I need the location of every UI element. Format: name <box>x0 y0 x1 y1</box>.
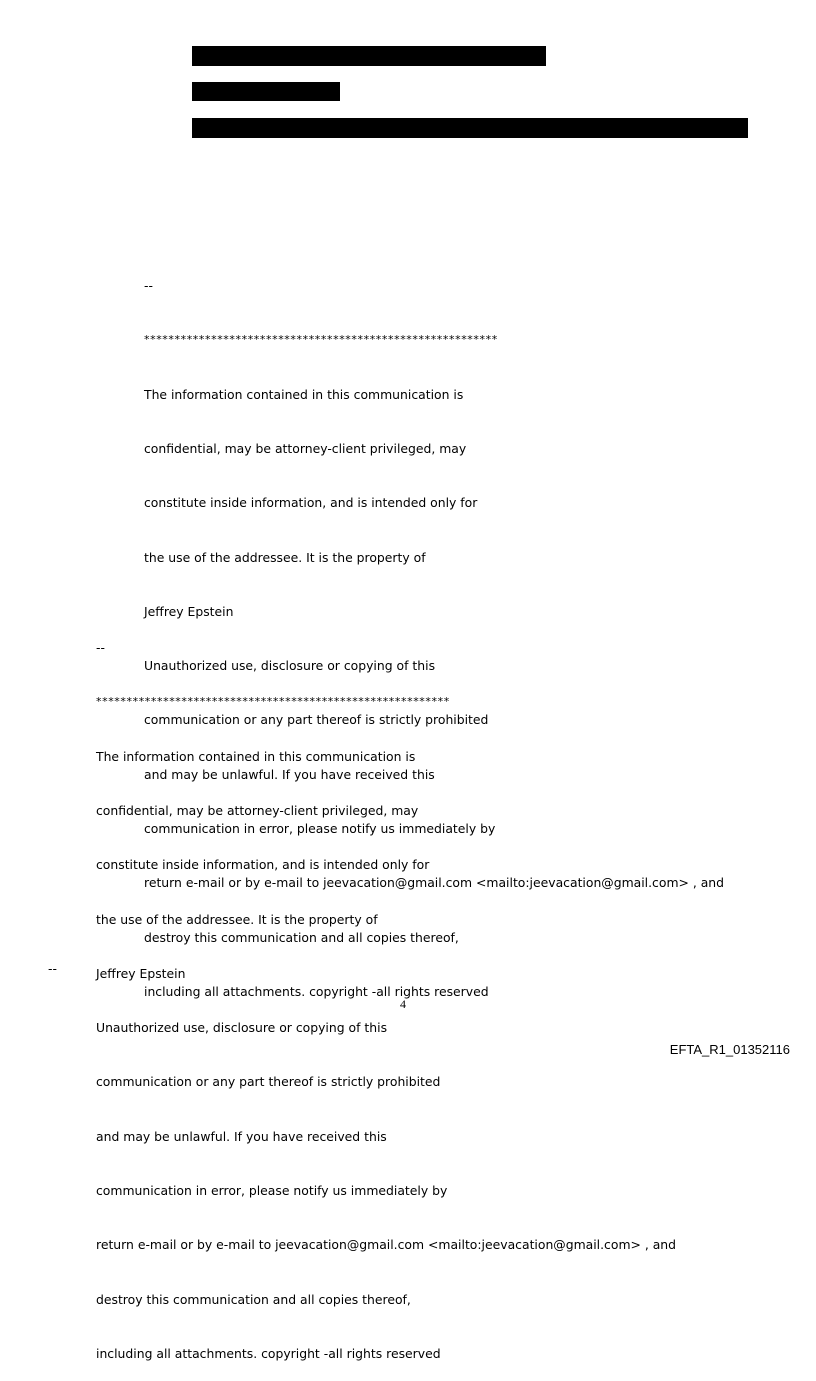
notice-line: destroy this communication and all copies thereof, <box>96 1291 411 1307</box>
asterisk-rule: ********************************************************** <box>96 695 450 709</box>
notice-line: return e-mail or by e-mail to jeevacation@gmail.com <mailto:jeevacation@gmail.com> , and <box>96 1237 677 1253</box>
notice-line: Jeffrey Epstein <box>96 965 186 981</box>
notice-line: communication or any part thereof is strictly prohibited <box>144 712 489 728</box>
redaction-bar <box>192 82 340 101</box>
notice-line: communication in error, please notify us immediately by <box>144 821 496 836</box>
notice-line: constitute inside information, and is intended only for <box>96 857 430 873</box>
notice-line: communication or any part thereof is strictly prohibited <box>96 1074 441 1090</box>
notice-line: The information contained in this communication is <box>96 748 416 764</box>
notice-line: Unauthorized use, disclosure or copying of this <box>96 1020 388 1036</box>
signature-separator: -- <box>96 640 105 656</box>
notice-line: The information contained in this communication is <box>144 386 464 402</box>
page-number: 4 <box>400 997 406 1011</box>
notice-line: the use of the addressee. It is the property of <box>144 549 426 565</box>
notice-line: return e-mail or by e-mail to jeevacation@gmail.com <mailto:jeevacation@gmail.com> , and <box>144 875 725 891</box>
notice-line: and may be unlawful. If you have received this <box>96 1128 387 1144</box>
notice-line: Unauthorized use, disclosure or copying of this <box>144 658 436 674</box>
asterisk-rule: ********************************************************** <box>144 333 498 347</box>
notice-line: including all attachments. copyright -all rights reserved <box>96 1345 441 1361</box>
confidentiality-notice <box>96 603 676 1381</box>
trailing-separator: -- <box>48 961 57 976</box>
notice-line: destroy this communication and all copies thereof, <box>144 929 459 945</box>
notice-line: and may be unlawful. If you have received this <box>144 766 435 782</box>
document-id: EFTA_R1_01352116 <box>669 1042 790 1057</box>
notice-line: the use of the addressee. It is the property of <box>96 911 378 927</box>
notice-line: confidential, may be attorney-client privileged, may <box>144 441 467 457</box>
signature-separator: -- <box>144 278 153 294</box>
notice-line: constitute inside information, and is intended only for <box>144 495 478 511</box>
notice-line: confidential, may be attorney-client privileged, may <box>96 803 419 819</box>
notice-line: Jeffrey Epstein <box>144 603 234 619</box>
redaction-bar <box>192 118 748 138</box>
notice-line: including all attachments. copyright -all rights reserved <box>144 983 489 999</box>
notice-line: communication in error, please notify us immediately by <box>96 1183 448 1198</box>
redaction-bar <box>192 46 546 66</box>
